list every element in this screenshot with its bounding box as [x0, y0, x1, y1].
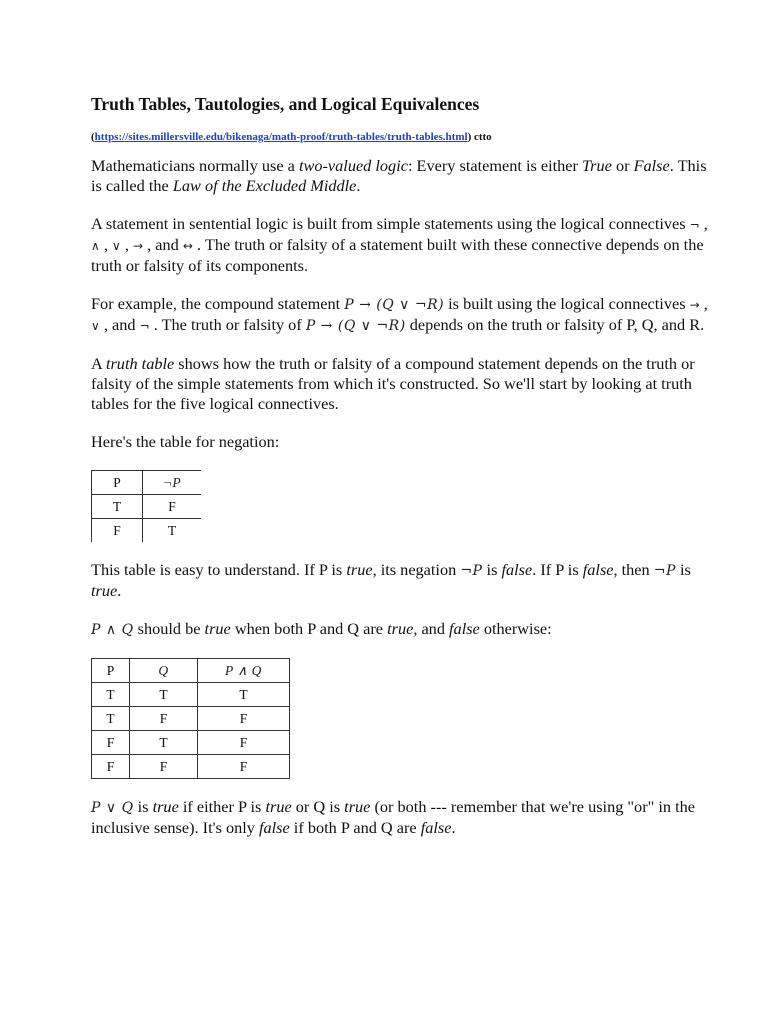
text: or: [611, 156, 634, 175]
source-link[interactable]: https://sites.millersville.edu/bikenaga/math-proof/truth-tables/truth-tables.html: [94, 131, 468, 143]
text: Mathematicians normally use a: [91, 156, 299, 175]
table-header-cell: ¬P: [143, 471, 202, 495]
text: should be: [133, 619, 205, 638]
table-cell: T: [130, 731, 198, 755]
emphasis: false: [501, 560, 533, 579]
text: is: [675, 560, 691, 579]
text: , then: [613, 560, 654, 579]
text: is: [133, 797, 153, 816]
text: . The truth or falsity of: [149, 315, 306, 334]
text: .: [356, 176, 361, 195]
emphasis: true: [344, 797, 371, 816]
and-symbol: ∧: [91, 239, 100, 253]
text: A: [91, 354, 106, 373]
iff-symbol: ↔: [182, 239, 193, 253]
source-open: (: [91, 131, 95, 143]
emphasis: False: [633, 156, 670, 175]
text: . If P is: [532, 560, 583, 579]
text: . The truth or falsity of a statement built with these connective depends on the truth or falsity of its components.: [91, 235, 704, 275]
paragraph-connectives: [91, 214, 711, 276]
math-expression: P ∧ Q: [91, 622, 134, 638]
table-header-cell: P ∧ Q: [198, 659, 290, 683]
table-row: [92, 519, 202, 543]
table-cell: F: [143, 495, 202, 519]
table-row: [92, 731, 290, 755]
table-cell: F: [198, 707, 290, 731]
emphasis: true: [152, 797, 179, 816]
or-symbol: ∨: [91, 319, 100, 333]
text: .: [117, 581, 122, 600]
text: otherwise:: [479, 619, 552, 638]
text: depends on the truth or falsity of P, Q, and R.: [405, 315, 705, 334]
text: is: [482, 560, 502, 579]
emphasis: true: [346, 560, 373, 579]
table-row: [92, 495, 202, 519]
table-cell: F: [130, 707, 198, 731]
text: if both P and Q are: [289, 818, 421, 837]
emphasis: two-valued logic: [298, 156, 408, 175]
math-expression: ¬P: [460, 563, 483, 579]
text: (or both --- remember that we're using "or" in the inclusive sense). It's only: [91, 797, 695, 837]
conjunction-truth-table: [91, 658, 290, 779]
math-expression: P → (Q ∨ ¬R): [344, 297, 445, 313]
text: ,: [120, 235, 134, 254]
table-row: [92, 683, 290, 707]
negation-symbol: ¬: [689, 218, 700, 232]
table-cell: T: [198, 683, 290, 707]
table-cell: T: [143, 519, 202, 543]
emphasis: false: [449, 619, 480, 638]
text: . This is called the: [91, 156, 707, 195]
text: when both P and Q are: [230, 619, 388, 638]
table-header-cell: P: [92, 471, 143, 495]
paragraph-negation-explained: [91, 560, 711, 601]
table-cell: T: [130, 683, 198, 707]
emphasis: true: [387, 619, 414, 638]
table-cell: F: [198, 755, 290, 779]
table-cell: F: [92, 519, 143, 543]
table-cell: F: [198, 731, 290, 755]
text: For example, the compound statement: [91, 294, 345, 313]
table-header-cell: P: [92, 659, 130, 683]
implies-symbol: →: [133, 239, 144, 253]
source-close: ) ctto: [467, 131, 492, 143]
text: ,: [699, 214, 708, 233]
table-row: [92, 755, 290, 779]
math-expression: P → (Q ∨ ¬R): [305, 318, 406, 334]
paragraph-negation-heading: Here's the table for negation:: [91, 432, 280, 451]
table-cell: T: [92, 683, 130, 707]
text: .: [451, 818, 456, 837]
page-title: Truth Tables, Tautologies, and Logical Equivalences: [91, 94, 480, 114]
emphasis: True: [582, 156, 612, 175]
paragraph-conjunction: [91, 619, 711, 640]
table-header-cell: Q: [130, 659, 198, 683]
paragraph-two-valued-logic: [91, 156, 711, 196]
paragraph-compound-example: [91, 294, 711, 336]
text: A statement in sentential logic is built from simple statements using the logical connectives: [91, 214, 690, 233]
implies-symbol: →: [689, 298, 700, 312]
table-header-row: [92, 471, 202, 495]
text: is built using the logical connectives: [444, 294, 690, 313]
text: , its negation: [372, 560, 461, 579]
negation-symbol: ¬: [139, 319, 150, 333]
or-symbol: ∨: [112, 239, 121, 253]
emphasis: false: [420, 818, 452, 837]
table-row: [92, 707, 290, 731]
text: , and: [143, 235, 183, 254]
emphasis: truth table: [105, 354, 175, 373]
emphasis: true: [204, 619, 231, 638]
text: , and: [413, 619, 450, 638]
emphasis: false: [258, 818, 290, 837]
text: or Q is: [291, 797, 345, 816]
source-line: [91, 130, 711, 144]
table-cell: F: [92, 755, 130, 779]
text: , and: [99, 315, 140, 334]
math-expression: ¬P: [653, 563, 676, 579]
table-cell: F: [130, 755, 198, 779]
text: ,: [99, 235, 113, 254]
document-page: [91, 92, 711, 856]
emphasis: true: [265, 797, 292, 816]
text: ,: [699, 294, 708, 313]
text: This table is easy to understand. If P is: [91, 560, 347, 579]
table-cell: F: [92, 731, 130, 755]
math-expression: P ∨ Q: [91, 800, 134, 816]
paragraph-truth-table-intro: [91, 354, 711, 414]
emphasis: false: [582, 560, 614, 579]
text: shows how the truth or falsity of a compound statement depends on the truth or falsity of the simple statements from which it's constructed. So we'll start by looking at truth tables for the five logical connectives.: [91, 354, 695, 413]
text: if either P is: [178, 797, 266, 816]
table-cell: T: [92, 495, 143, 519]
table-cell: T: [92, 707, 130, 731]
emphasis: Law of the Excluded Middle: [172, 176, 357, 195]
table-header-row: [92, 659, 290, 683]
text: : Every statement is either: [407, 156, 583, 175]
paragraph-disjunction: [91, 797, 711, 838]
emphasis: true: [91, 581, 118, 600]
negation-truth-table: [91, 470, 201, 542]
